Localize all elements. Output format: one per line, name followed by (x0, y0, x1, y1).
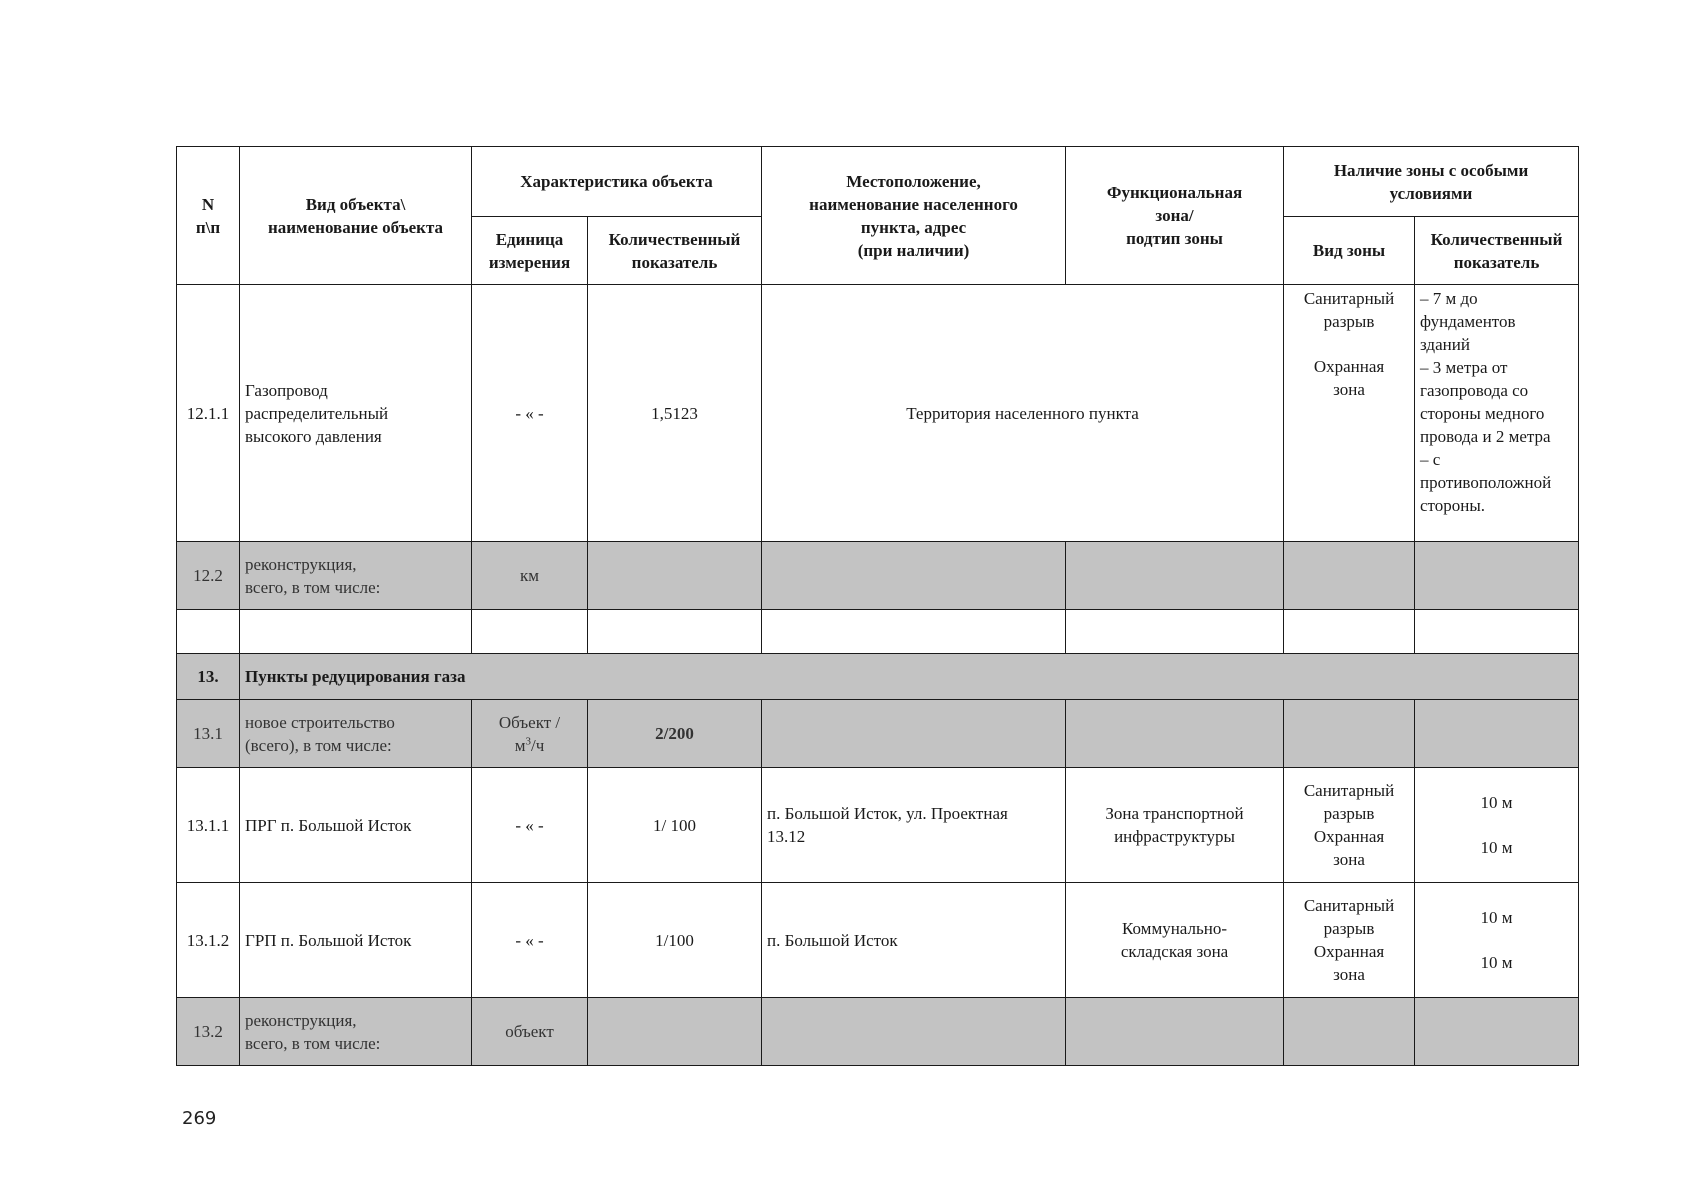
section-row (177, 654, 1579, 700)
page-number: 269 (182, 1108, 217, 1129)
row-zone-quantity (1415, 542, 1579, 610)
table-row (177, 998, 1579, 1066)
row-name: ПРГ п. Большой Исток (240, 768, 472, 883)
unit-sup: 3 (525, 734, 531, 747)
row-zone-quantity: – 7 м до фундаментов зданий – 3 метра от газопровода со стороны медного провода и 2 метра – с противоположной стороны. (1415, 285, 1579, 542)
row-zone-type: Санитарный разрыв Охранная зона (1284, 883, 1415, 998)
header-unit: Единица измерения (472, 217, 588, 285)
row-name: реконструкция, всего, в том числе: (240, 998, 472, 1066)
row-functional-zone (1066, 542, 1284, 610)
zone-quantity-1: 10 м (1480, 908, 1513, 927)
row-num: 13.2 (177, 998, 240, 1066)
unit-line-1: Объект / (498, 712, 561, 732)
header-functional-zone: Функциональная зона/ подтип зоны (1066, 147, 1284, 285)
header-special-zone: Наличие зоны с особыми условиями (1284, 147, 1579, 217)
zone-quantity-1: 10 м (1480, 793, 1513, 812)
header-zone-quantity: Количественный показатель (1415, 217, 1579, 285)
objects-table (176, 146, 1579, 1066)
row-zone-type (1284, 542, 1415, 610)
row-zone-quantity (1415, 998, 1579, 1066)
empty-row (177, 610, 1579, 654)
row-functional-zone: Зона транспортной инфраструктуры (1066, 768, 1284, 883)
header-location: Местоположение, наименование населенного пункта, адрес (при наличии) (762, 147, 1066, 285)
row-quantity: 2/200 (588, 700, 762, 768)
header-num: N п\п (177, 147, 240, 285)
row-location: п. Большой Исток (762, 883, 1066, 998)
row-functional-zone: Коммунально- складская зона (1066, 883, 1284, 998)
table-row (177, 768, 1579, 883)
row-name: ГРП п. Большой Исток (240, 883, 472, 998)
row-zone-quantity (1415, 883, 1579, 998)
table-row (177, 542, 1579, 610)
row-quantity: 1/ 100 (588, 768, 762, 883)
row-unit: - « - (472, 883, 588, 998)
table-row (177, 883, 1579, 998)
header-row-1 (177, 147, 1579, 217)
zone-quantity-2: 10 м (1480, 953, 1513, 972)
row-zone-type (1284, 285, 1415, 542)
row-zone-quantity (1415, 700, 1579, 768)
table-row (177, 700, 1579, 768)
unit-line-2b: /ч (530, 735, 545, 755)
row-location: п. Большой Исток, ул. Проектная 13.12 (762, 768, 1066, 883)
row-unit: - « - (472, 768, 588, 883)
row-quantity (588, 542, 762, 610)
zone-type-2: Охранная зона (1313, 357, 1385, 399)
row-unit: объект (472, 998, 588, 1066)
row-unit: - « - (472, 285, 588, 542)
row-zone-quantity (1415, 768, 1579, 883)
header-quantity: Количественный показатель (588, 217, 762, 285)
row-name: новое строительство (всего), в том числе: (240, 700, 472, 768)
unit-line-2a: м (514, 735, 526, 755)
row-location (762, 998, 1066, 1066)
row-location (762, 542, 1066, 610)
row-name: Газопровод распределительный высокого давления (240, 285, 472, 542)
section-title: Пункты редуцирования газа (240, 654, 1579, 700)
table-row (177, 285, 1579, 542)
row-num: 13.1.1 (177, 768, 240, 883)
section-num: 13. (177, 654, 240, 700)
row-location: Территория населенного пункта (762, 285, 1284, 542)
row-num: 13.1 (177, 700, 240, 768)
row-functional-zone (1066, 998, 1284, 1066)
zone-type-1: Санитарный разрыв (1303, 289, 1395, 331)
row-num: 12.2 (177, 542, 240, 610)
row-quantity: 1/100 (588, 883, 762, 998)
row-num: 13.1.2 (177, 883, 240, 998)
row-unit: км (472, 542, 588, 610)
row-zone-type (1284, 700, 1415, 768)
row-zone-type (1284, 998, 1415, 1066)
header-object-type: Вид объекта\ наименование объекта (240, 147, 472, 285)
row-name: реконструкция, всего, в том числе: (240, 542, 472, 610)
row-quantity (588, 998, 762, 1066)
header-zone-type: Вид зоны (1284, 217, 1415, 285)
row-zone-type: Санитарный разрыв Охранная зона (1284, 768, 1415, 883)
row-quantity: 1,5123 (588, 285, 762, 542)
row-unit (472, 700, 588, 768)
row-num: 12.1.1 (177, 285, 240, 542)
row-functional-zone (1066, 700, 1284, 768)
header-characteristics: Характеристика объекта (472, 147, 762, 217)
row-location (762, 700, 1066, 768)
zone-quantity-2: 10 м (1480, 838, 1513, 857)
